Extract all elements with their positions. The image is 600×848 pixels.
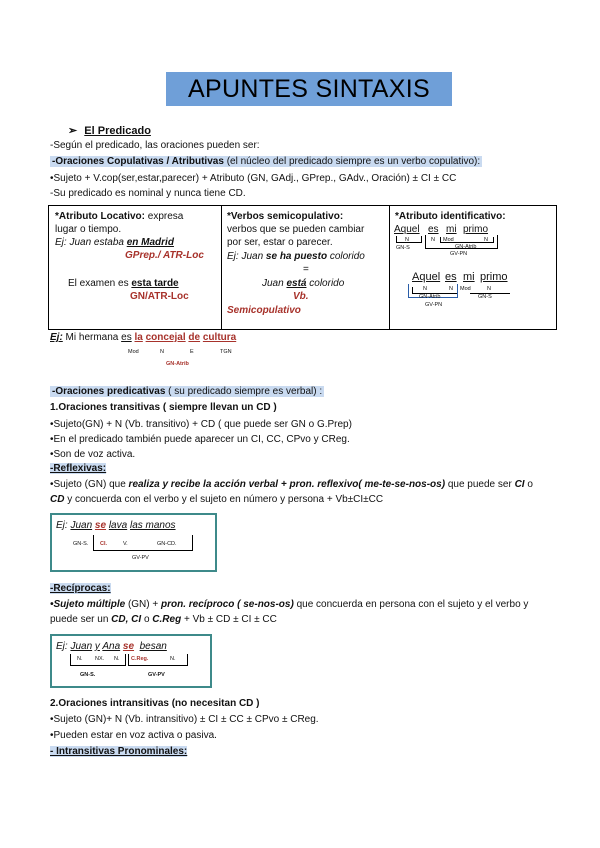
col1-ex2-label: GN/ATR-Loc [130, 291, 189, 302]
col1-title-bold: *Atributo Locativo: [55, 211, 145, 222]
intrans-line1: •Sujeto (GN)+ N (Vb. intransitivo) ± CI ± CC ± CPvo ± CReg. [50, 714, 319, 725]
trans-line3: •Son de voz activa. [50, 449, 136, 460]
section-heading-predicado [68, 124, 151, 137]
copulativas-title: -Oraciones Copulativas / Atributivas [52, 156, 224, 167]
col1-example [55, 237, 174, 248]
reflex-tag: GN-S. [73, 541, 89, 547]
s2-word: primo [480, 271, 508, 283]
reflex-bold: realiza y recibe la acción verbal + pron. reflexivo( me-te-se-nos-os) [128, 479, 446, 490]
recip-text: (GN) + [125, 599, 162, 610]
reflex-tag: CI. [100, 541, 108, 547]
s1-word: primo [463, 224, 489, 235]
col1-ex2-bold: esta tarde [131, 278, 179, 289]
copulativas-line1: •Sujeto + V.cop(ser,estar,parecer) + Atributo (GN, GAdj., GPrep., GAdv., Oración) ± CI ± CC [50, 173, 457, 184]
reflex-line2 [50, 494, 383, 505]
table-divider [389, 205, 390, 329]
s2-tag: N [423, 286, 427, 292]
s1-word: es [428, 224, 439, 235]
ej-word: es [121, 332, 132, 343]
s1-tag: N [431, 237, 435, 243]
recip-heading: -Recíprocas: [50, 583, 111, 594]
col2-ex2-post: colorido [306, 278, 345, 289]
ej-tag: E [190, 349, 194, 355]
intro-text: -Según el predicado, las oraciones pueden ser: [50, 140, 260, 151]
trans-line2: •En el predicado también puede aparecer un CI, CC, CPvo y CReg. [50, 434, 350, 445]
col2-ex-post: colorido [327, 251, 365, 262]
s2-word: Aquel [412, 271, 441, 283]
recip-word: besan [139, 641, 167, 652]
col2-ex2-pre: Juan [262, 278, 287, 289]
reflex-bold: CI [514, 479, 525, 490]
ej-word: cultura [202, 332, 237, 343]
s2-tag: Mod [460, 286, 471, 292]
col2-example [227, 251, 365, 262]
s1-word: mi [446, 224, 457, 235]
recip-text: o [141, 614, 153, 625]
page-title: APUNTES SINTAXIS [166, 72, 452, 106]
ej-gn: GN-Atrib [166, 361, 189, 367]
recip-word: Juan [70, 641, 93, 652]
col1-title-rest: expresa [145, 211, 184, 222]
recip-line2 [50, 614, 277, 625]
col2-ex-pre: Ej: Juan [227, 251, 266, 262]
s2-gns: GN-S [478, 294, 492, 300]
copulativas-line2: -Su predicado es nominal y nunca tiene CD. [50, 188, 246, 199]
s1-gns: GN-S [396, 245, 410, 251]
recip-bold: pron. recíproco ( se-nos-os) [161, 599, 294, 610]
heading-text: El Predicado [84, 125, 151, 137]
reflex-heading: -Reflexivas: [50, 463, 107, 474]
recip-gv-bracket [128, 654, 188, 666]
reflex-line1 [50, 479, 533, 490]
intrans-line2: •Pueden estar en voz activa o pasiva. [50, 730, 217, 741]
ej-word: de [188, 332, 201, 343]
s1-gvpn: GV-PN [450, 251, 468, 257]
recip-bold: •Sujeto múltiple [50, 599, 126, 610]
reflex-word: se [94, 520, 107, 531]
s1-gnatrib: GN-Atrib [455, 244, 477, 250]
ej-label: Ej: [56, 641, 71, 652]
recip-word: y [94, 641, 100, 652]
reflex-bold: CD [50, 494, 65, 505]
ej-tag: N [160, 349, 164, 355]
s1-gns-bracket [396, 236, 422, 243]
col2-eq: = [303, 264, 309, 275]
reflex-tag: GN-CD. [157, 541, 177, 547]
s1-tag: N [484, 237, 488, 243]
s2-tag: N [487, 286, 491, 292]
s2-gnatrib: GN-Atrib [419, 294, 441, 300]
col1-ex-label: GPrep./ ATR-Loc [125, 250, 204, 261]
col2-line2: verbos que se pueden cambiar [227, 224, 365, 235]
recip-tag: C.Reg. [131, 656, 149, 662]
copulativas-note: (el núcleo del predicado siempre es un verbo copulativo): [226, 156, 481, 167]
table-divider [221, 205, 222, 329]
recip-bold: CD, CI [111, 614, 142, 625]
trans-heading: 1.Oraciones transitivas ( siempre llevan un CD ) [50, 402, 277, 413]
reflex-text: o [524, 479, 533, 490]
reflex-text: y concuerda con el verbo y el sujeto en número y persona + Vb±CI±CC [64, 494, 384, 505]
reflex-text: que puede ser [445, 479, 515, 490]
ej-label: Ej: [50, 332, 63, 343]
recip-gns-bracket [70, 654, 126, 666]
ej-word: la [134, 332, 143, 343]
recip-line1 [50, 599, 528, 610]
col2-title: *Verbos semicopulativo: [227, 211, 344, 222]
s1-tag: N [405, 237, 409, 243]
col1-ex-pre: Ej: Juan estaba [55, 237, 127, 248]
col2-semi: Semicopulativo [227, 305, 301, 316]
s2-tag: N [449, 286, 453, 292]
col2-ex2-bold: está [286, 278, 307, 289]
predicativas-heading [50, 386, 324, 397]
ej-tag: Mod [128, 349, 139, 355]
recip-tag: N. [77, 656, 83, 662]
reflex-tag: V. [123, 541, 128, 547]
recip-example [56, 641, 167, 652]
reflex-word: las manos [129, 520, 176, 531]
predicativas-title: -Oraciones predicativas [52, 386, 166, 397]
s1-word: Aquel [394, 224, 420, 235]
s2-word: mi [463, 271, 475, 283]
col1-line2: lugar o tiempo. [55, 224, 122, 235]
ej-word: Mi hermana [62, 332, 122, 343]
ej-hermana-sentence [50, 332, 236, 343]
col2-example2 [262, 278, 344, 289]
recip-word: se [122, 641, 135, 652]
col2-ex-bold: se ha puesto [265, 251, 328, 262]
intrans-heading: 2.Oraciones intransitivas (no necesitan CD ) [50, 698, 260, 709]
arrow-icon: ➢ [68, 125, 78, 137]
recip-tag: NX. [95, 656, 105, 662]
pron-heading: - Intransitivas Pronominales: [50, 746, 188, 757]
recip-tag: N. [170, 656, 176, 662]
reflex-word: lava [108, 520, 128, 531]
reflex-text: •Sujeto (GN) que [50, 479, 129, 490]
recip-text: + Vb ± CD ± CI ± CC [181, 614, 277, 625]
recip-word: Ana [102, 641, 121, 652]
col1-ex2-pre: El examen es [68, 278, 132, 289]
trans-line1: •Sujeto(GN) + N (Vb. transitivo) + CD ( que puede ser GN o G.Prep) [50, 419, 352, 430]
recip-text: que concuerda en persona con el sujeto y el verbo y [293, 599, 529, 610]
s1-tag: Mod [443, 237, 454, 243]
ej-word: concejal [145, 332, 186, 343]
col1-example2 [68, 278, 179, 289]
col3-title: *Atributo identificativo: [395, 211, 506, 222]
copulativas-heading [50, 156, 482, 167]
reflex-word: Juan [70, 520, 93, 531]
reflex-example [56, 520, 176, 531]
s2-gvpn: GV-PN [425, 302, 443, 308]
recip-gns: GN-S. [80, 672, 96, 678]
recip-bold: C.Reg [152, 614, 182, 625]
recip-tag: N. [114, 656, 120, 662]
col1-ex-bold: en Madrid [126, 237, 174, 248]
ej-label: Ej: [56, 520, 71, 531]
recip-gv: GV-PV [148, 672, 165, 678]
predicativas-note: ( su predicado siempre es verbal) : [165, 386, 323, 397]
ej-tag: TGN [220, 349, 232, 355]
col2-vb: Vb. [293, 291, 309, 302]
col2-line3: por ser, estar o parecer. [227, 237, 333, 248]
s2-word: es [445, 271, 457, 283]
reflex-gv-bracket [93, 535, 193, 551]
col1-title [55, 211, 183, 222]
recip-text: puede ser un [50, 614, 112, 625]
reflex-gv: GV-PV [132, 555, 149, 561]
